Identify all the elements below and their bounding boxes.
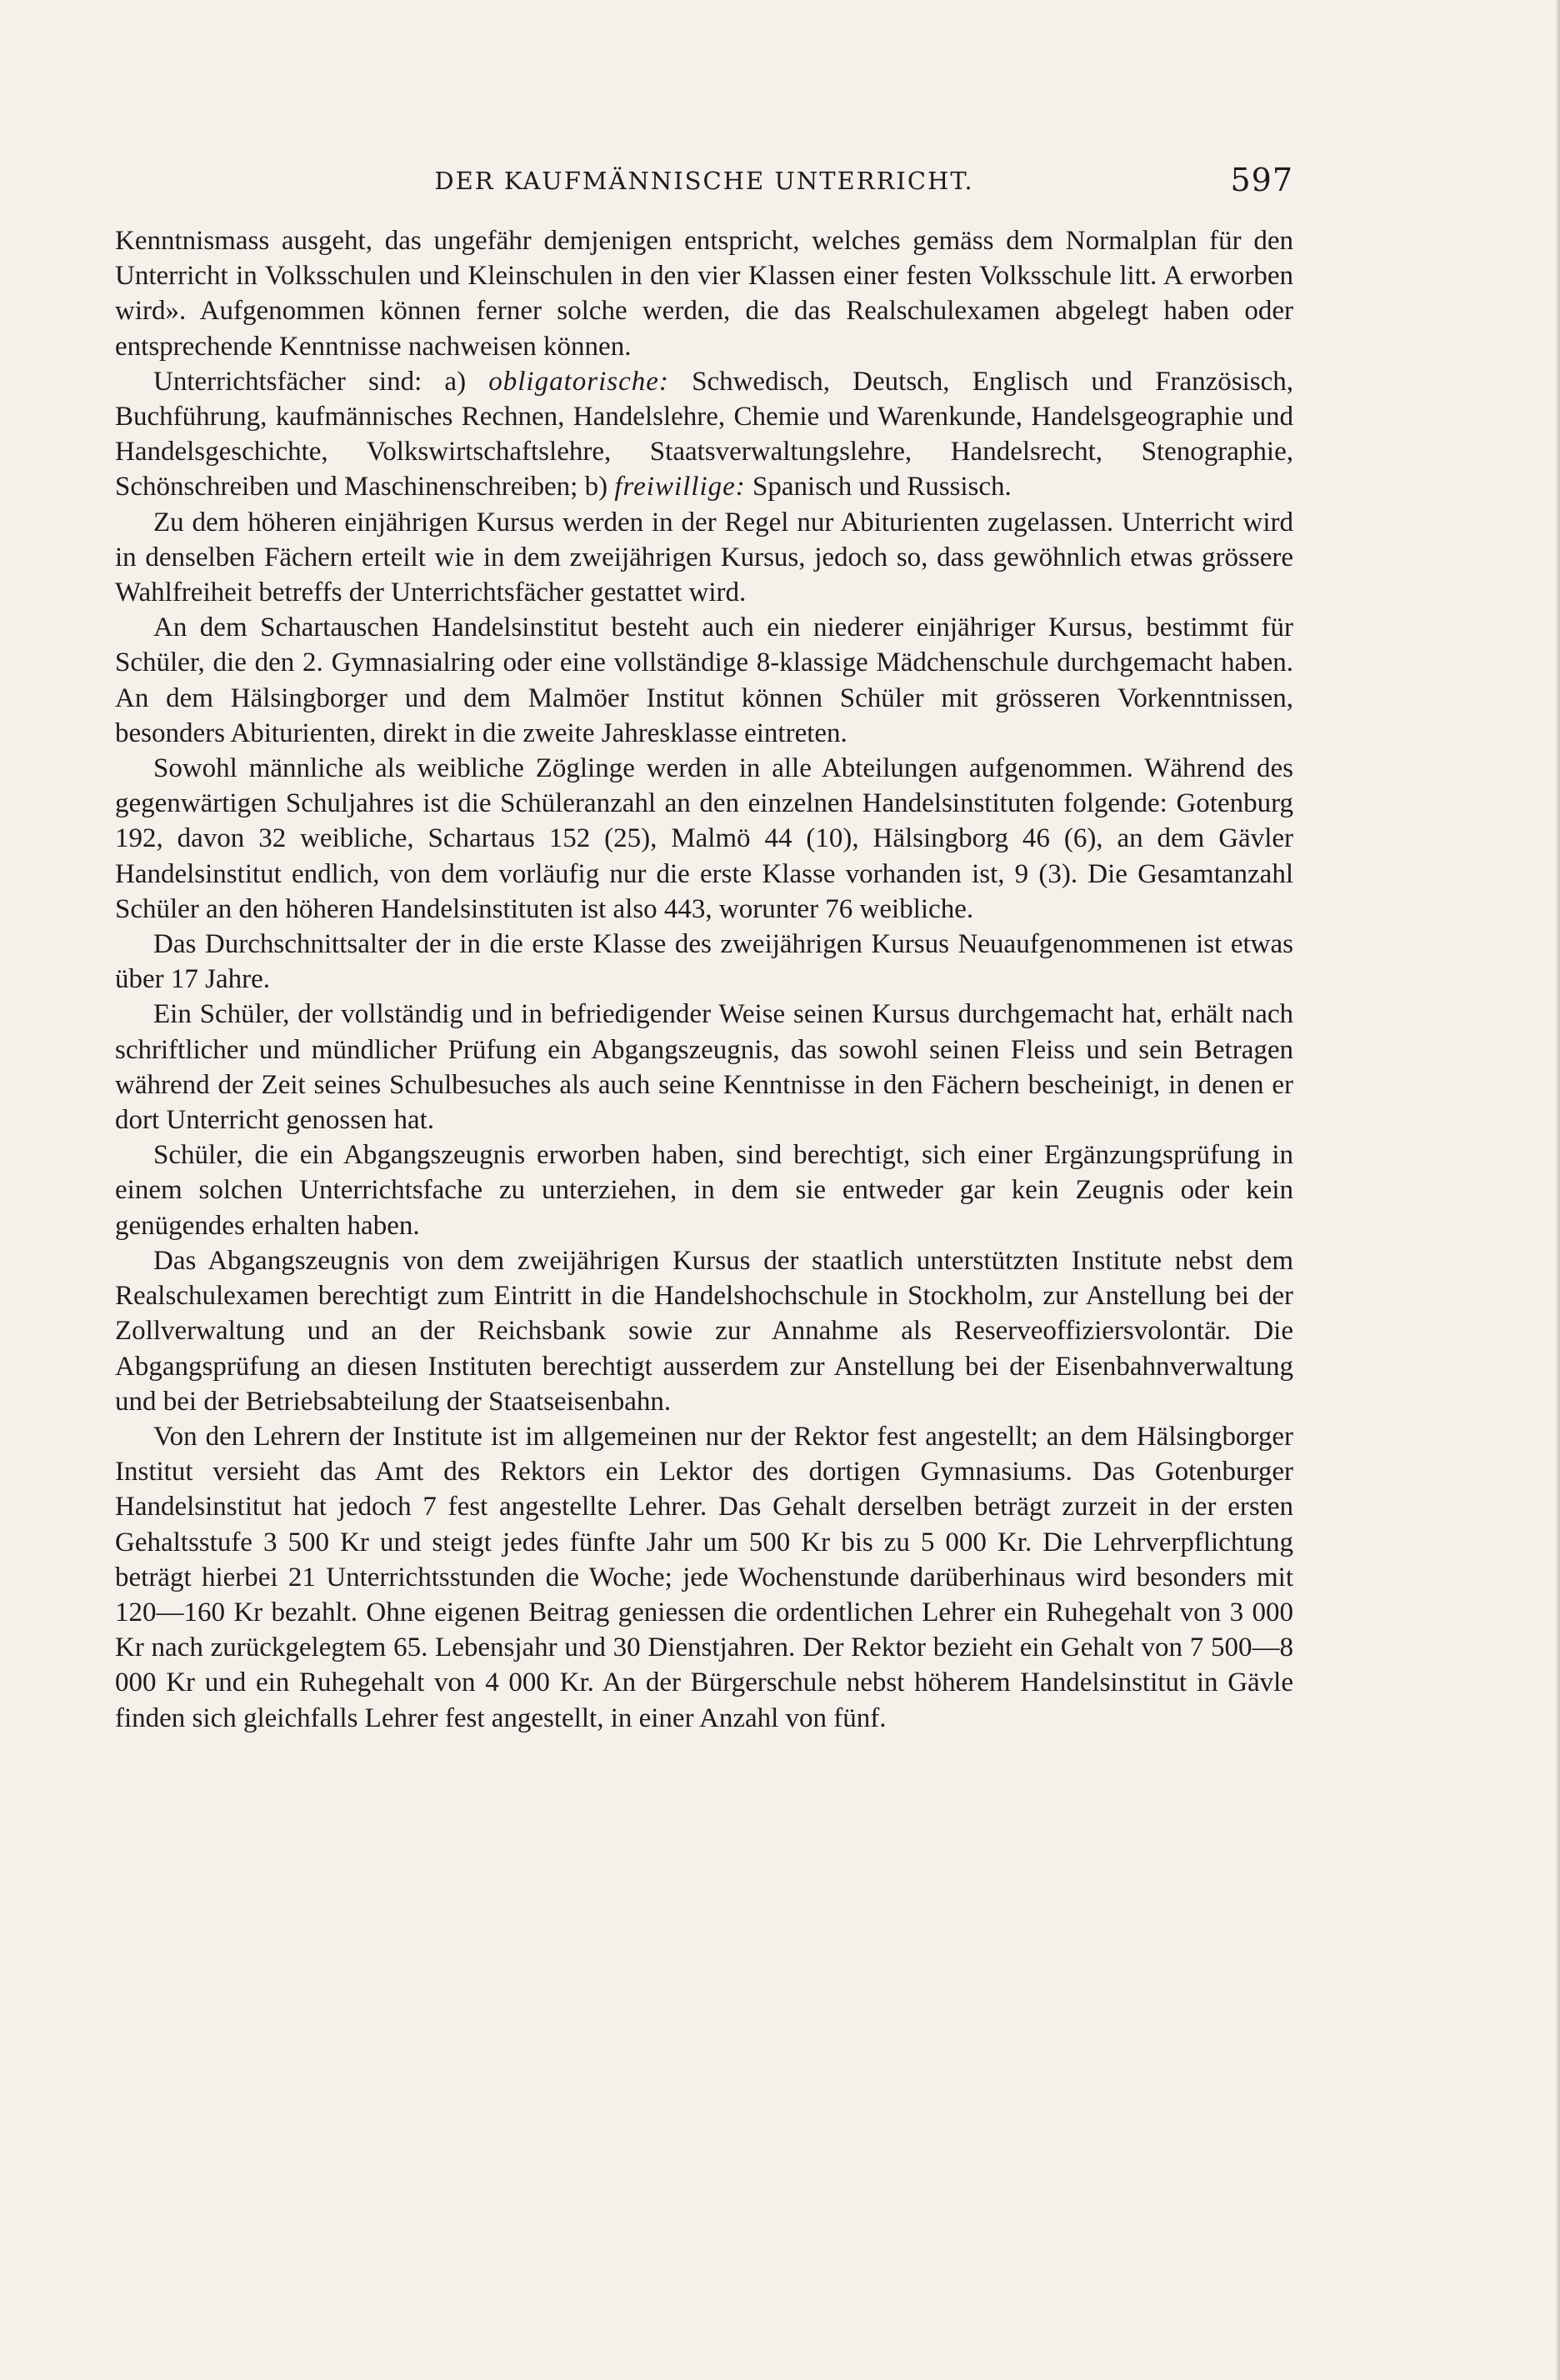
term-obligatorische: obligatorische: [488,366,669,397]
paragraph-2-text-c: Schwedisch, Deutsch, Englisch und Französisch, Buchführung, kaufmännisches Rechnen, Handelslehre, Chemie und Warenkunde, Handelsgeographie und Handelsgeschichte, Volkswirtschaftslehre, Staatsverwaltungslehre, Handelsrecht, Stenographie, Schönschreiben und Maschinenschreiben; b) [115,366,1293,502]
paragraph-8: Schüler, die ein Abgangszeugnis erworben haben, sind berechtigt, sich einer Ergänzungsprüfung in einem solchen Unterrichtsfache zu unterziehen, in dem sie entweder gar kein Zeugnis oder kein genügendes erhalten haben. [115,1140,1293,1241]
paragraph-9: Das Abgangszeugnis von dem zweijährigen Kursus der staatlich unterstützten Institute nebst dem Realschulexamen berechtigt zum Eintritt in die Handelshochschule in Stockholm, zur Anstellung bei der Zollverwaltung und an der Reichsbank sowie zur Annahme als Reserveoffiziersvolontär. Die Abgangsprüfung an diesen Instituten berechtigt ausserdem zur Anstellung bei der Eisenbahnverwaltung und bei der Betriebsabteilung der Staatseisenbahn. [115,1245,1293,1417]
paragraph-10: Von den Lehrern der Institute ist im allgemeinen nur der Rektor fest angestellt; an dem Hälsingborger Institut versieht das Amt des Rektors ein Lektor des dortigen Gymnasiums. Das Gotenburger Handelsinstitut hat jedoch 7 fest angestellte Lehrer. Das Gehalt derselben beträgt zurzeit in der ersten Gehaltsstufe 3 500 Kr und steigt jedes fünfte Jahr um 500 Kr bis zu 5 000 Kr. Die Lehrverpflichtung beträgt hierbei 21 Unterrichtsstunden die Woche; jede Wochenstunde darüberhinaus wird besonders mit 120—160 Kr bezahlt. Ohne eigenen Beitrag geniessen die ordentlichen Lehrer ein Ruhegehalt von 3 000 Kr nach zurückgelegtem 65. Lebensjahr und 30 Dienstjahren. Der Rektor bezieht ein Gehalt von 7 500—8 000 Kr und ein Ruhegehalt von 4 000 Kr. An der Bürgerschule nebst höherem Handelsinstitut in Gävle finden sich gleichfalls Lehrer fest angestellt, in einer Anzahl von fünf. [115,1421,1293,1733]
term-freiwillige: freiwillige: [614,472,746,502]
paragraph-2-text-e: Spanisch und Russisch. [745,472,1012,502]
paragraph-5: Sowohl männliche als weibliche Zöglinge werden in alle Abteilungen aufgenommen. Während des gegenwärtigen Schuljahres ist die Schüleranzahl an den einzelnen Handelsinstituten folgende: Gotenburg 192, davon 32 weibliche, Schartaus 152 (25), Malmö 44 (10), Hälsingborg 46 (6), an dem Gävler Handelsinstitut endlich, von dem vorläufig nur die erste Klasse vorhanden ist, 9 (3). Die Gesamtanzahl Schüler an den höheren Handelsinstituten ist also 443, worunter 76 weibliche. [115,753,1293,924]
body-text [115,223,1293,1736]
paragraph-7: Ein Schüler, der vollständig und in befriedigender Weise seinen Kursus durchgemacht hat, erhält nach schriftlicher und mündlicher Prüfung ein Abgangszeugnis, das sowohl seinen Fleiss und sein Betragen während der Zeit seines Schulbesuches als auch seine Kenntnisse in den Fächern bescheinigt, in denen er dort Unterricht genossen hat. [115,999,1293,1136]
paragraph-1: Kenntnismass ausgeht, das ungefähr demjenigen entspricht, welches gemäss dem Normalplan für den Unterricht in Volksschulen und Kleinschulen in den vier Klassen einer festen Volksschule litt. A erworben wird». Aufgenommen können ferner solche werden, die das Realschulexamen abgelegt haben oder entsprechende Kenntnisse nachweisen können. [115,226,1293,362]
page-number: 597 [1230,162,1293,198]
paragraph-2-text-a: Unterrichtsfächer sind: a) [153,366,489,397]
running-head: DER KAUFMÄNNISCHE UNTERRICHT. [434,167,974,195]
paragraph-6: Das Durchschnittsalter der in die erste Klasse des zweijährigen Kursus Neuaufgenommenen ist etwas über 17 Jahre. [115,929,1293,995]
paragraph-3: Zu dem höheren einjährigen Kursus werden in der Regel nur Abiturienten zugelassen. Unterricht wird in denselben Fächern erteilt wie in dem zweijährigen Kursus, jedoch so, dass gewöhnlich etwas grössere Wahlfreiheit betreffs der Unterrichtsfächer gestattet wird. [115,507,1293,608]
paragraph-4: An dem Schartauschen Handelsinstitut besteht auch ein niederer einjähriger Kursus, bestimmt für Schüler, die den 2. Gymnasialring oder eine vollständige 8-klassige Mädchenschule durchgemacht haben. An dem Hälsingborger und dem Malmöer Institut können Schüler mit grösseren Vorkenntnissen, besonders Abiturienten, direkt in die zweite Jahresklasse eintreten. [115,612,1293,748]
paragraph-2 [115,364,1293,505]
page-header [115,155,1293,205]
